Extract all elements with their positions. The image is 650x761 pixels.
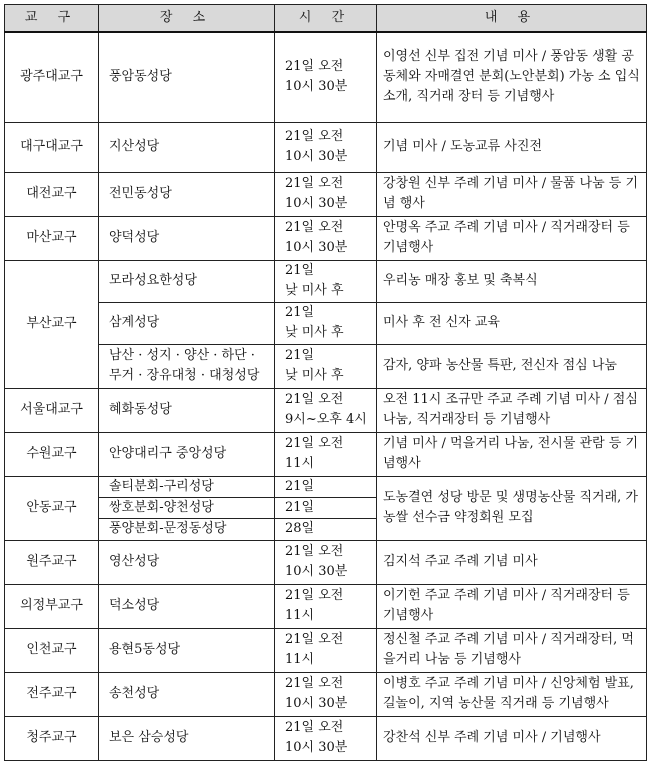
- place-cell: 양덕성당: [99, 216, 275, 260]
- content-cell: 안명옥 주교 주례 기념 미사 / 직거래장터 등 기념행사: [377, 216, 647, 260]
- content-cell: 미사 후 전 신자 교육: [377, 302, 647, 344]
- content-cell: 기념 미사 / 먹을거리 나눔, 전시물 관람 등 기념행사: [377, 432, 647, 476]
- diocese-cell: 수원교구: [5, 432, 99, 476]
- table-row: [5, 388, 647, 432]
- content-cell: 이영선 신부 집전 기념 미사 / 풍암동 생활 공동체와 자매결연 분회(노안분회) 가농 소 입식 소개, 직거래 장터 등 기념행사: [377, 32, 647, 122]
- time-cell: 21일: [275, 497, 377, 518]
- place-cell: 남산 · 성지 · 양산 · 하단 · 무거 · 장유대청 · 대청성당: [99, 344, 275, 388]
- table-row: [5, 172, 647, 216]
- header-content: 내 용: [377, 5, 647, 33]
- time-cell: 21일 오전 10시 30분: [275, 672, 377, 716]
- diocese-cell: 인천교구: [5, 628, 99, 672]
- time-cell: 21일 낮 미사 후: [275, 302, 377, 344]
- place-cell: 보은 삼승성당: [99, 716, 275, 760]
- time-cell: 28일: [275, 518, 377, 540]
- table-row: [5, 122, 647, 172]
- table-row: [5, 584, 647, 628]
- table-row: [5, 476, 647, 497]
- diocese-cell: 청주교구: [5, 716, 99, 760]
- table-row: [5, 32, 647, 122]
- table-row: [5, 344, 647, 388]
- place-cell: 풍암동성당: [99, 32, 275, 122]
- place-cell: 용현5동성당: [99, 628, 275, 672]
- table-row: [5, 672, 647, 716]
- time-cell: 21일 오전 10시 30분: [275, 540, 377, 584]
- place-cell: 모라성요한성당: [99, 260, 275, 302]
- content-cell: 이병호 주교 주례 기념 미사 / 신앙체험 발표, 길놀이, 지역 농산물 직거래 등 기념행사: [377, 672, 647, 716]
- diocese-cell: 서울대교구: [5, 388, 99, 432]
- content-cell: 정신철 주교 주례 기념 미사 / 직거래장터, 먹을거리 나눔 등 기념행사: [377, 628, 647, 672]
- place-cell: 안양대리구 중앙성당: [99, 432, 275, 476]
- header-place: 장 소: [99, 5, 275, 33]
- content-cell: 강찬석 신부 주례 기념 미사 / 기념행사: [377, 716, 647, 760]
- header-row: [5, 5, 647, 33]
- content-cell: 김지석 주교 주례 기념 미사: [377, 540, 647, 584]
- time-cell: 21일 낮 미사 후: [275, 344, 377, 388]
- content-cell: 오전 11시 조규만 주교 주례 기념 미사 / 점심 나눔, 직거래장터 등 기념행사: [377, 388, 647, 432]
- time-cell: 21일 오전 9시~오후 4시: [275, 388, 377, 432]
- content-cell: 강창원 신부 주례 기념 미사 / 물품 나눔 등 기념 행사: [377, 172, 647, 216]
- place-cell: 삼계성당: [99, 302, 275, 344]
- diocese-cell: 전주교구: [5, 672, 99, 716]
- diocese-cell: 마산교구: [5, 216, 99, 260]
- content-cell: 기념 미사 / 도농교류 사진전: [377, 122, 647, 172]
- time-cell: 21일 오전 10시 30분: [275, 122, 377, 172]
- diocese-cell: 대전교구: [5, 172, 99, 216]
- header-time: 시 간: [275, 5, 377, 33]
- place-cell: 덕소성당: [99, 584, 275, 628]
- diocese-cell: 부산교구: [5, 260, 99, 388]
- table-row: [5, 216, 647, 260]
- table-row: [5, 260, 647, 302]
- time-cell: 21일 오전 10시 30분: [275, 172, 377, 216]
- diocese-event-table: [4, 4, 647, 761]
- place-cell: 쌍호분회-양천성당: [99, 497, 275, 518]
- place-cell: 솔티분회-구리성당: [99, 476, 275, 497]
- diocese-cell: 광주대교구: [5, 32, 99, 122]
- content-cell: 우리농 매장 홍보 및 축복식: [377, 260, 647, 302]
- content-cell: 감자, 양파 농산물 특판, 전신자 점심 나눔: [377, 344, 647, 388]
- header-diocese: 교 구: [5, 5, 99, 33]
- table-row: [5, 716, 647, 760]
- time-cell: 21일 오전 11시: [275, 584, 377, 628]
- place-cell: 지산성당: [99, 122, 275, 172]
- diocese-cell: 안동교구: [5, 476, 99, 540]
- time-cell: 21일 오전 10시 30분: [275, 216, 377, 260]
- table-row: [5, 432, 647, 476]
- table-row: [5, 628, 647, 672]
- time-cell: 21일 오전 10시 30분: [275, 32, 377, 122]
- diocese-cell: 의정부교구: [5, 584, 99, 628]
- place-cell: 혜화동성당: [99, 388, 275, 432]
- place-cell: 영산성당: [99, 540, 275, 584]
- diocese-cell: 원주교구: [5, 540, 99, 584]
- table-row: [5, 540, 647, 584]
- content-cell: 도농결연 성당 방문 및 생명농산물 직거래, 가농쌀 선수금 약정회원 모집: [377, 476, 647, 540]
- time-cell: 21일: [275, 476, 377, 497]
- time-cell: 21일 낮 미사 후: [275, 260, 377, 302]
- table-row: [5, 302, 647, 344]
- time-cell: 21일 오전 10시 30분: [275, 716, 377, 760]
- place-cell: 풍양분회-문정동성당: [99, 518, 275, 540]
- diocese-cell: 대구대교구: [5, 122, 99, 172]
- time-cell: 21일 오전 11시: [275, 432, 377, 476]
- place-cell: 송천성당: [99, 672, 275, 716]
- time-cell: 21일 오전 11시: [275, 628, 377, 672]
- content-cell: 이기헌 주교 주례 기념 미사 / 직거래장터 등 기념행사: [377, 584, 647, 628]
- place-cell: 전민동성당: [99, 172, 275, 216]
